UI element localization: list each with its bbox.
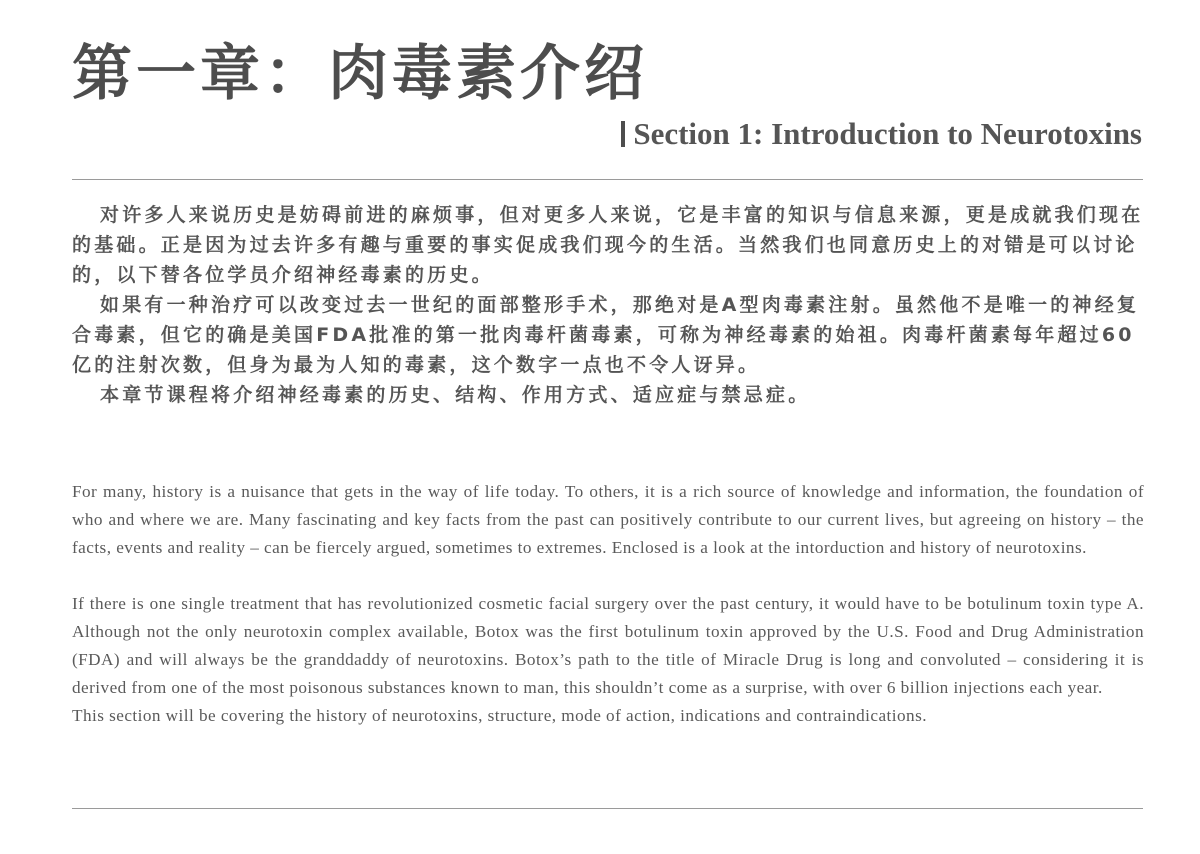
english-paragraph-3: This section will be covering the history of neurotoxins, structure, mode of action, indications and contraindications.	[72, 706, 927, 725]
chinese-body	[72, 200, 1144, 410]
top-divider	[72, 179, 1143, 180]
chapter-title-chinese: 第一章：肉毒素介绍	[72, 39, 648, 109]
section-heading	[621, 112, 1142, 156]
english-body	[72, 478, 1144, 730]
chinese-paragraph-2: 如果有一种治疗可以改变过去一世纪的面部整形手术，那绝对是A型肉毒素注射。虽然他不是唯一的神经复合毒素，但它的确是美国FDA批准的第一批肉毒杆菌毒素，可称为神经毒素的始祖。肉毒杆菌素每年超过60亿的注射次数，但身为最为人知的毒素，这个数字一点也不令人讶异。	[72, 294, 1140, 376]
section-heading-bar	[621, 121, 625, 147]
paragraph-spacer	[72, 562, 1144, 590]
chinese-paragraph-3: 本章节课程将介绍神经毒素的历史、结构、作用方式、适应症与禁忌症。	[100, 384, 811, 406]
chinese-paragraph-1: 对许多人来说历史是妨碍前进的麻烦事，但对更多人来说，它是丰富的知识与信息来源，更是成就我们现在的基础。正是因为过去许多有趣与重要的事实促成我们现今的生活。当然我们也同意历史上的对错是可以讨论的，以下替各位学员介绍神经毒素的历史。	[72, 204, 1144, 286]
english-paragraph-2: If there is one single treatment that has revolutionized cosmetic facial surgery over the past century, it would have to be botulinum toxin type A. Although not the only neurotoxin complex available, Botox was the first botulinum toxin approved by the U.S. Food and Drug Administration (FDA) and will always be the granddaddy of neurotoxins. Botox’s path to the title of Miracle Drug is long and convoluted – considering it is derived from one of the most poisonous substances known to man, this shouldn’t come as a surprise, with over 6 billion injections each year.	[72, 594, 1144, 697]
bottom-divider	[72, 808, 1143, 809]
section-heading-text: Section 1: Introduction to Neurotoxins	[633, 116, 1142, 151]
english-paragraph-1: For many, history is a nuisance that gets in the way of life today. To others, it is a rich source of knowledge and information, the foundation of who and where we are. Many fascinating and key facts from the past can positively contribute to our current lives, but agreeing on history – the facts, events and reality – can be fiercely argued, sometimes to extremes. Enclosed is a look at the intorduction and history of neurotoxins.	[72, 482, 1144, 557]
